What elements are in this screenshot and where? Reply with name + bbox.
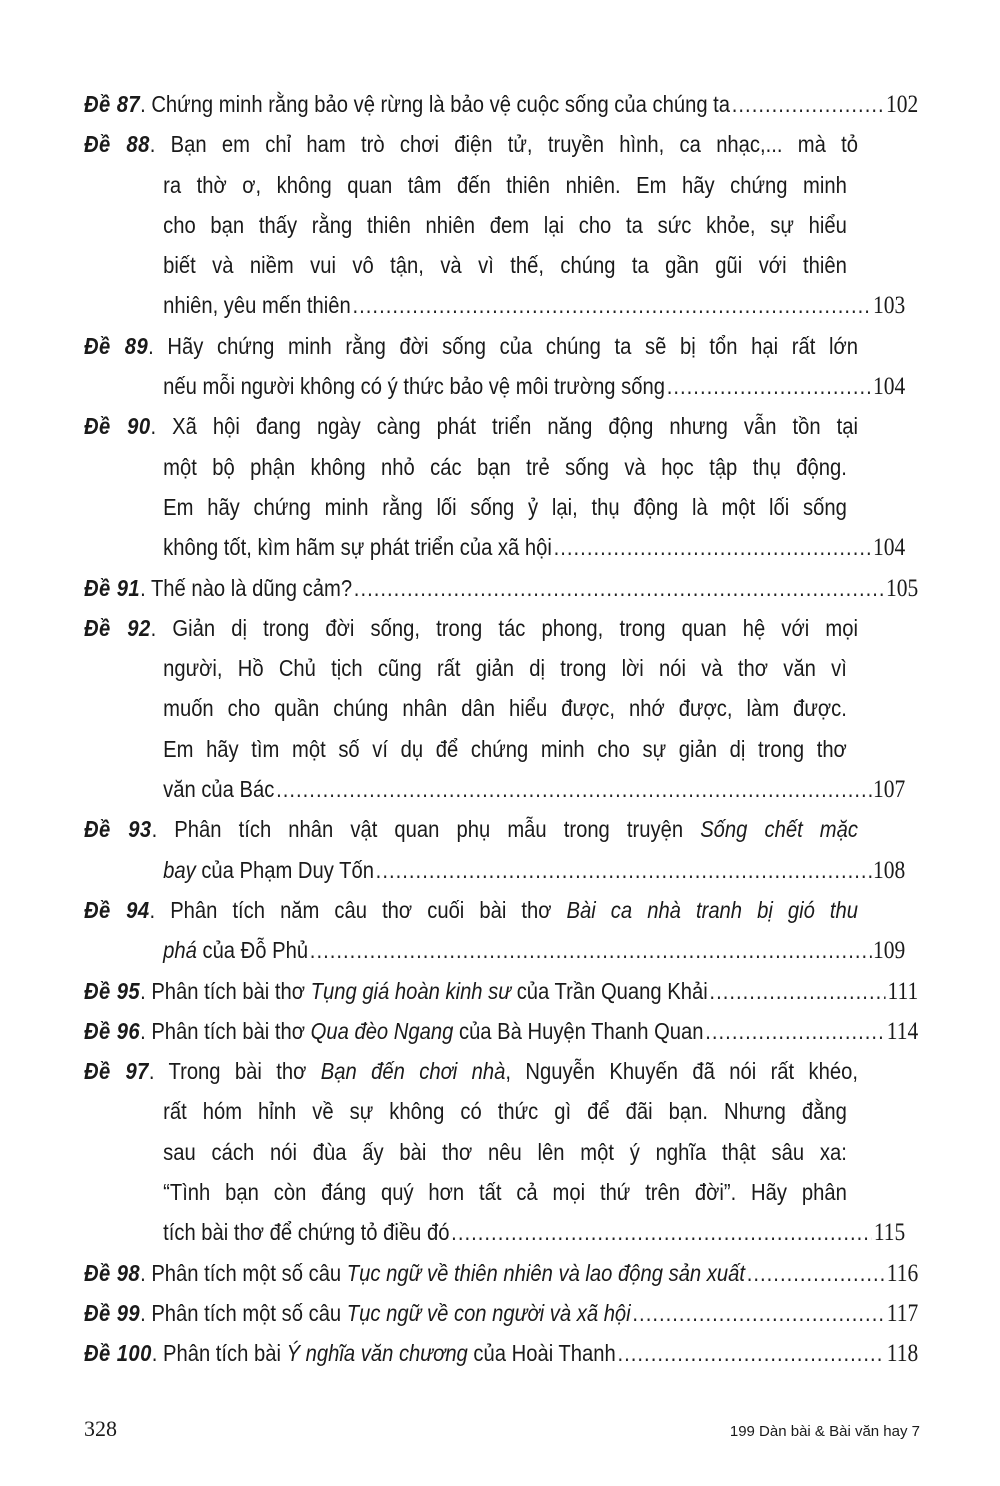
entry-text: nhiên, yêu mến thiên xyxy=(163,292,351,319)
dot-leader xyxy=(376,850,872,890)
page-number: 328 xyxy=(84,1416,117,1441)
toc-entry xyxy=(84,809,918,890)
entry-text: của Đỗ Phủ xyxy=(196,937,309,964)
toc-entry-text: Đề 87. Chứng minh rằng bảo vệ rừng là bảo vệ cuộc sống của chúng ta xyxy=(84,91,731,117)
toc-entry-first-line xyxy=(84,1253,919,1293)
entry-text: sau cách nói đùa ấy bài thơ nêu lên một ý nghĩa thật sâu xa: xyxy=(163,1138,847,1165)
toc-entry-label: Đề 89 xyxy=(84,332,149,359)
toc-entry-text xyxy=(163,172,847,198)
toc-entry-first-line xyxy=(84,809,858,849)
dot-leader xyxy=(451,1212,872,1252)
toc-entry-first-line xyxy=(84,1011,919,1051)
entry-text: của Bà Huyện Thanh Quan xyxy=(453,1017,704,1044)
toc-entry xyxy=(84,406,918,567)
entry-text: Em hãy chứng minh rằng lối sống ỷ lại, thụ động là một lối sống xyxy=(163,493,847,520)
dot-leader xyxy=(354,568,884,608)
toc-entry-text xyxy=(163,366,665,406)
entry-text: , Nguyễn Khuyến đã nói rất khéo, xyxy=(505,1058,858,1085)
toc-entry-continuation-line xyxy=(84,1172,847,1212)
toc-entry xyxy=(84,568,918,608)
entry-text: Trong bài thơ xyxy=(168,1058,321,1085)
entry-text: của Phạm Duy Tốn xyxy=(195,856,374,883)
entry-text: văn của Bác xyxy=(163,776,275,803)
toc-entry-text: Đề 90. Xã hội đang ngày càng phát triển năng động nhưng vẫn tồn tại xyxy=(84,413,859,440)
book-title: 199 Dàn bài & Bài văn hay 7 xyxy=(729,1423,920,1440)
toc-entry-first-line xyxy=(84,568,919,608)
entry-text: Phân tích một số câu xyxy=(151,1299,347,1326)
dot-leader xyxy=(732,84,884,124)
entry-text: người, Hồ Chủ tịch cũng rất giản dị trong lời nói và thơ văn vì xyxy=(163,655,847,682)
toc-entry-label: Đề 93 xyxy=(84,816,152,843)
toc-entry-text: Đề 91. Thế nào là dũng cảm? xyxy=(84,574,353,601)
entry-text: tích bài thơ để chứng tỏ điều đó xyxy=(163,1219,450,1246)
italic-title-text: Bạn đến chơi nhà xyxy=(320,1058,506,1085)
toc-entry-text xyxy=(163,1098,847,1124)
toc-entry-first-line xyxy=(84,84,919,124)
toc-entry-text xyxy=(163,1179,847,1205)
toc-entry-continuation-line xyxy=(84,930,906,970)
toc-entry-label: Đề 96 xyxy=(84,1017,141,1044)
toc-entry-first-line xyxy=(84,608,858,648)
toc-entry-text xyxy=(163,930,308,970)
toc-entry-label: Đề 90 xyxy=(84,413,151,440)
entry-text: Giản dị trong đời sống, trong tác phong, trong quan hệ với mọi xyxy=(172,614,858,641)
italic-title-text: Bài ca nhà tranh bị gió thu xyxy=(566,896,858,923)
toc-entry-text: Đề 88. Bạn em chỉ ham trò chơi điện tử, truyền hình, ca nhạc,... mà tỏ xyxy=(84,131,858,158)
italic-title-text: Tụng giá hoàn kinh sư xyxy=(310,977,512,1004)
toc-entry xyxy=(84,124,918,325)
toc-entry-text xyxy=(163,1139,847,1165)
entry-text: của Hoài Thanh xyxy=(467,1340,616,1367)
toc-entry-label: Đề 92 xyxy=(84,614,151,641)
toc-entry xyxy=(84,1011,918,1051)
entry-text: Phân tích một số câu xyxy=(151,1259,347,1286)
entry-text: Phân tích bài thơ xyxy=(151,1017,311,1044)
toc-entry-text xyxy=(163,494,847,520)
toc-entry-text: Đề 99. Phân tích một số câu Tục ngữ về con người và xã hội xyxy=(84,1299,631,1326)
toc-entry-text: Đề 89. Hãy chứng minh rằng đời sống của chúng ta sẽ bị tổn hại rất lớn xyxy=(84,332,858,359)
toc-entry-text xyxy=(163,212,847,238)
toc-page-number: 103 xyxy=(873,292,906,320)
toc-entry-text xyxy=(163,1212,449,1252)
dot-leader xyxy=(667,366,872,406)
toc-page-number: 118 xyxy=(886,1340,919,1368)
toc-page-number: 107 xyxy=(873,776,906,804)
toc-page-number: 109 xyxy=(873,937,906,965)
toc-entry-continuation-line xyxy=(84,205,847,245)
entry-text: cho bạn thấy rằng thiên nhiên đem lại cho ta sức khỏe, sự hiểu xyxy=(163,211,847,238)
toc-entry-text: Đề 92. Giản dị trong đời sống, trong tác phong, trong quan hệ với mọi xyxy=(84,614,858,641)
italic-title-text: Qua đèo Ngang xyxy=(310,1017,454,1044)
entry-text: rất hóm hỉnh về sự không có thức gì để đãi bạn. Nhưng đằng xyxy=(163,1098,847,1125)
italic-title-text: Sống chết mặc xyxy=(700,816,858,843)
entry-text: Chứng minh rằng bảo vệ rừng là bảo vệ cuộc sống của chúng ta xyxy=(151,91,731,117)
toc-entry xyxy=(84,1293,918,1333)
toc-page-number: 104 xyxy=(873,534,906,562)
entry-text: Phân tích nhân vật quan phụ mẫu trong truyện xyxy=(174,816,701,843)
toc-entry xyxy=(84,1333,918,1373)
italic-title-text: Tục ngữ về thiên nhiên và lao động sản xuất xyxy=(346,1259,745,1286)
toc-entry-continuation-line xyxy=(84,688,847,728)
toc-page-number: 116 xyxy=(886,1259,919,1287)
toc-entry-text xyxy=(163,736,847,762)
dot-leader xyxy=(554,527,872,567)
entry-text: không tốt, kìm hãm sự phát triển của xã hội xyxy=(163,534,552,561)
toc-entry-label: Đề 91 xyxy=(84,574,141,601)
toc-entry-label: Đề 97 xyxy=(84,1058,149,1085)
toc-page-number: 104 xyxy=(873,373,906,401)
toc-entry-text xyxy=(163,850,374,890)
toc-entry-label: Đề 95 xyxy=(84,977,141,1004)
toc-page-number: 115 xyxy=(873,1219,906,1247)
toc-entry-label: Đề 94 xyxy=(84,896,150,923)
toc-page-number: 111 xyxy=(887,977,919,1005)
toc-entry-continuation-line xyxy=(84,1212,906,1252)
toc-page-number: 117 xyxy=(886,1299,919,1327)
entry-text: muốn cho quần chúng nhân dân hiểu được, nhớ được, làm được. xyxy=(163,695,847,722)
entry-text: “Tình bạn còn đáng quý hơn tất cả mọi thứ trên đời”. Hãy phân xyxy=(163,1179,847,1206)
toc-entry-text xyxy=(163,695,847,721)
toc-entry-first-line xyxy=(84,1051,858,1091)
entry-text: Phân tích bài xyxy=(162,1340,287,1367)
toc-entry-text xyxy=(163,655,847,681)
italic-title-text: Ý nghĩa văn chương xyxy=(286,1340,468,1367)
italic-title-text: Tục ngữ về con người và xã hội xyxy=(346,1299,631,1326)
dot-leader xyxy=(276,769,871,809)
toc-entry-text: Đề 98. Phân tích một số câu Tục ngữ về thiên nhiên và lao động sản xuất xyxy=(84,1259,745,1286)
page-footer xyxy=(84,1416,920,1456)
toc-entry-continuation-line xyxy=(84,527,906,567)
dot-leader xyxy=(310,930,872,970)
toc-entry-text xyxy=(163,527,552,567)
entry-text: của Trần Quang Khải xyxy=(511,977,708,1004)
toc-entry-label: Đề 87 xyxy=(84,91,141,117)
entry-text: Thế nào là dũng cảm? xyxy=(150,574,353,601)
toc-entry-first-line xyxy=(84,326,858,366)
toc-entry xyxy=(84,890,918,971)
toc-entry xyxy=(84,971,918,1011)
entry-text: biết và niềm vui vô tận, và vì thế, chúng ta gần gũi với thiên xyxy=(163,252,847,279)
toc-entry-continuation-line xyxy=(84,245,847,285)
dot-leader xyxy=(632,1293,885,1333)
toc-page-number: 108 xyxy=(873,856,906,884)
toc-entry-first-line xyxy=(84,971,919,1011)
toc-entry xyxy=(84,326,918,407)
italic-title-text: phá xyxy=(163,937,197,964)
toc-entry xyxy=(84,84,918,124)
toc-entry-text: Đề 93. Phân tích nhân vật quan phụ mẫu trong truyện Sống chết mặc xyxy=(84,816,858,843)
toc-entry-text xyxy=(163,252,847,278)
toc-entry-first-line xyxy=(84,1293,919,1333)
toc-entry-label: Đề 100 xyxy=(84,1340,152,1367)
toc-entry-text: Đề 95. Phân tích bài thơ Tụng giá hoàn kinh sư của Trần Quang Khải xyxy=(84,977,708,1004)
toc-entry xyxy=(84,1051,918,1252)
toc-entry-continuation-line xyxy=(84,285,906,325)
toc-entry-text: Đề 97. Trong bài thơ Bạn đến chơi nhà, Nguyễn Khuyến đã nói rất khéo, xyxy=(84,1058,858,1085)
toc-entry-first-line xyxy=(84,406,859,446)
toc-entry-text: Đề 96. Phân tích bài thơ Qua đèo Ngang của Bà Huyện Thanh Quan xyxy=(84,1017,704,1044)
toc-entry-continuation-line xyxy=(84,366,906,406)
toc-entry-text: Đề 94. Phân tích năm câu thơ cuối bài thơ Bài ca nhà tranh bị gió thu xyxy=(84,896,858,923)
toc-entry-continuation-line xyxy=(84,850,906,890)
toc-entry-text: Đề 100. Phân tích bài Ý nghĩa văn chương của Hoài Thanh xyxy=(84,1340,616,1367)
toc-entry-text xyxy=(163,769,274,809)
toc-entry-text xyxy=(163,454,847,480)
entry-text: Em hãy tìm một số ví dụ để chứng minh cho sự giản dị trong thơ xyxy=(163,735,847,762)
toc-entry-first-line xyxy=(84,124,858,164)
dot-leader xyxy=(617,1333,885,1373)
toc-entry-continuation-line xyxy=(84,648,847,688)
toc-entry-continuation-line xyxy=(84,165,847,205)
toc-entry-label: Đề 99 xyxy=(84,1299,141,1326)
italic-title-text: bay xyxy=(163,856,196,883)
toc-page-number: 114 xyxy=(886,1017,919,1045)
toc-entry-label: Đề 88 xyxy=(84,131,150,158)
toc-entry-text xyxy=(163,285,351,325)
toc-entry-continuation-line xyxy=(84,769,906,809)
toc-page-number: 105 xyxy=(885,574,919,602)
toc-entry-continuation-line xyxy=(84,729,847,769)
toc-entry xyxy=(84,1253,918,1293)
entry-text: Phân tích bài thơ xyxy=(151,977,311,1004)
entry-text: Xã hội đang ngày càng phát triển năng động nhưng vẫn tồn tại xyxy=(172,413,859,440)
toc-page-number: 102 xyxy=(885,91,919,118)
toc-entry-continuation-line xyxy=(84,1132,847,1172)
toc-entry-first-line xyxy=(84,890,858,930)
dot-leader xyxy=(352,285,871,325)
entry-text: Bạn em chỉ ham trò chơi điện tử, truyền hình, ca nhạc,... mà tỏ xyxy=(170,131,858,158)
dot-leader xyxy=(705,1011,885,1051)
entry-text: Phân tích năm câu thơ cuối bài thơ xyxy=(170,896,567,923)
toc-entry-continuation-line xyxy=(84,487,847,527)
entry-text: một bộ phận không nhỏ các bạn trẻ sống và học tập thụ động. xyxy=(163,453,847,480)
entry-text: nếu mỗi người không có ý thức bảo vệ môi trường sống xyxy=(163,373,665,400)
toc-entry xyxy=(84,608,918,809)
dot-leader xyxy=(709,971,885,1011)
toc-entry-continuation-line xyxy=(84,1091,847,1131)
toc-entry-label: Đề 98 xyxy=(84,1259,141,1286)
entry-text: ra thờ ơ, không quan tâm đến thiên nhiên. Em hãy chứng minh xyxy=(163,171,847,198)
table-of-contents xyxy=(84,84,918,1374)
dot-leader xyxy=(747,1253,885,1293)
toc-entry-first-line xyxy=(84,1333,919,1373)
toc-entry-continuation-line xyxy=(84,447,847,487)
entry-text: Hãy chứng minh rằng đời sống của chúng ta sẽ bị tổn hại rất lớn xyxy=(167,332,858,359)
